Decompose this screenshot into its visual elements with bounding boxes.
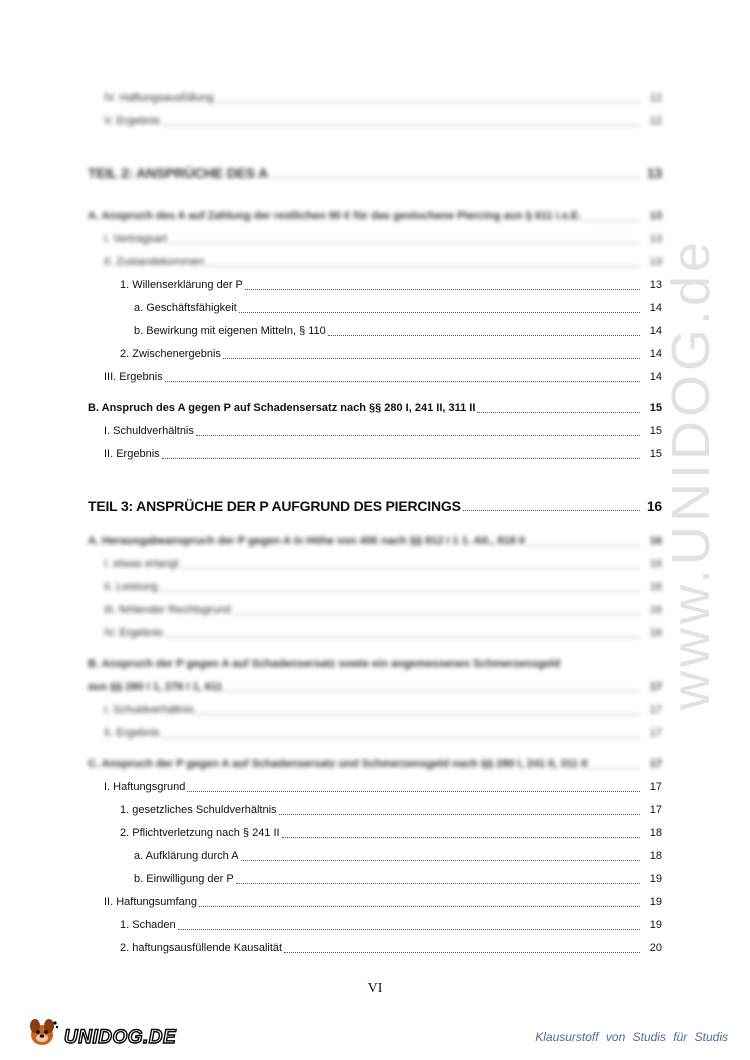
toc-entry-page: 13 [649,232,662,245]
toc-entry-label: II. Leistung [104,580,158,593]
toc-entry-page: 17 [649,803,662,816]
toc-entry[interactable] [88,913,662,936]
toc-leader-dots [282,825,640,838]
toc-entry[interactable] [88,365,662,388]
toc-leader-dots [589,756,640,769]
toc-entry-page: 15 [649,401,662,414]
toc-leader-dots [216,90,640,103]
toc-entry-page: 17 [649,726,662,739]
toc-entry-page: 17 [649,680,662,693]
toc-spacer [88,644,662,652]
toc-entry-page: 16 [649,603,662,616]
toc-leader-dots [225,679,640,692]
toc-entry[interactable] [88,621,662,644]
toc-entry-label: 1. gesetzliches Schuldverhältnis [120,803,277,816]
toc-entry-label: C. Anspruch der P gegen A auf Schadensersatz und Schmerzensgeld nach §§ 280 I, 241 II, 311 II [88,757,588,770]
toc-entry-label: b. Bewirkung mit eigenen Mitteln, § 110 [134,324,326,337]
toc-leader-dots [165,369,640,382]
toc-leader-dots [160,579,640,592]
toc-entry[interactable] [88,798,662,821]
toc-entry-page: 12 [649,91,662,104]
toc-entry-page: 13 [649,255,662,268]
toc-entry-page: 16 [649,534,662,547]
toc-leader-dots [165,625,640,638]
toc-entry-page: 12 [649,114,662,127]
toc-leader-dots [583,208,640,221]
toc-entry-label: II. Ergebnis [104,447,160,460]
toc-entry-page: 20 [649,941,662,954]
toc-leader-dots [239,300,640,313]
toc-entry-page: 16 [646,498,662,514]
toc-entry-page: 19 [649,895,662,908]
toc-entry-label: IV. Ergebnis [104,626,163,639]
toc-entry-label: a. Geschäftsfähigkeit [134,301,237,314]
toc-entry-page: 14 [649,347,662,360]
toc-entry[interactable] [88,844,662,867]
unidog-logo [26,1012,176,1052]
toc-entry-page: 17 [649,703,662,716]
toc-entry-page: 19 [649,872,662,885]
toc-entry-page: 14 [649,301,662,314]
toc-entry-page: 14 [649,370,662,383]
toc-entry-label: I. Schuldverhältnis [104,424,194,437]
toc-entry-page: 19 [649,918,662,931]
toc-entry[interactable] [88,109,662,132]
toc-entry-label: 1. Willenserklärung der P [120,278,243,291]
toc-entry-page: 17 [649,757,662,770]
toc-entry[interactable] [88,250,662,273]
toc-entry[interactable] [88,491,662,521]
page-number: VI [367,981,383,996]
toc-leader-dots [477,400,640,413]
toc-entry[interactable] [88,936,662,959]
toc-entry-page: 16 [649,626,662,639]
toc-leader-dots [463,498,640,511]
toc-leader-dots [245,277,640,290]
toc-leader-dots [169,231,640,244]
toc-entry-label: I. Haftungsgrund [104,780,186,793]
toc-leader-dots [284,940,640,953]
toc-entry[interactable] [88,821,662,844]
toc-leader-dots [241,848,640,861]
toc-entry-page: 18 [649,849,662,862]
toc-leader-dots [178,917,640,930]
toc-leader-dots [196,423,640,436]
toc-entry-label: 1. Schaden [120,918,176,931]
toc-entry-page: 15 [649,424,662,437]
toc-entry[interactable] [88,675,662,698]
toc-entry-page: 18 [649,826,662,839]
toc-entry[interactable] [88,867,662,890]
toc-entry-label: b. Einwilligung der P [134,872,234,885]
toc-entry-page: 13 [646,165,662,181]
toc-spacer [88,188,662,204]
toc-entry-label: 2. Zwischenergebnis [120,347,221,360]
toc-entry-label: 2. Pflichtverletzung nach § 241 II [120,826,280,839]
toc-spacer [88,132,662,158]
toc-spacer [88,521,662,529]
toc-entry-label: B. Anspruch des A gegen P auf Schadensersatz nach §§ 280 I, 241 II, 311 II [88,401,476,414]
toc-entry-label: A. Herausgabeanspruch der P gegen A in Höhe von 40€ nach §§ 812 I 1 1. Alt., 818 II [88,534,525,547]
toc-entry-label: III. fehlender Rechtsgrund [104,603,231,616]
toc-entry-label: V. Ergebnis [104,114,160,127]
toc-entry[interactable] [88,598,662,621]
toc-leader-dots [223,346,640,359]
toc-entry[interactable] [88,698,662,721]
toc-entry-label: I. etwas erlangt [104,557,179,570]
toc-entry[interactable] [88,752,662,775]
toc-leader-dots [162,113,640,126]
logo-text: UNIDOG.DE [64,1027,177,1048]
watermark: www.UNIDOG.de [661,237,721,710]
toc-entry[interactable] [88,396,662,419]
toc-spacer [88,465,662,491]
toc-entry[interactable] [88,552,662,575]
toc-entry-page: 16 [649,580,662,593]
toc-entry-page: 13 [649,278,662,291]
toc-entry-label: I. Vertragsart [104,232,167,245]
toc-leader-dots [206,254,640,267]
toc-entry-label: II. Ergebnis [104,726,160,739]
toc-entry-label: I. Schuldverhältnis [104,703,194,716]
toc-entry[interactable] [88,575,662,598]
toc-leader-dots [270,165,640,178]
toc-entry-page: 17 [649,780,662,793]
toc-entry-page: 14 [649,324,662,337]
toc-leader-dots [162,725,640,738]
table-of-contents [88,86,662,959]
toc-entry[interactable] [88,86,662,109]
toc-entry-label: III. Ergebnis [104,370,163,383]
toc-spacer [88,388,662,396]
toc-entry-page: 16 [649,557,662,570]
toc-leader-dots [328,323,640,336]
toc-entry[interactable] [88,721,662,744]
toc-entry-label: aus §§ 280 I 1, 276 I 1, 611 [88,680,223,693]
toc-entry[interactable] [88,342,662,365]
toc-leader-dots [199,894,640,907]
toc-entry[interactable] [88,204,662,227]
toc-entry-label: TEIL 2: ANSPRÜCHE DES A [88,165,269,181]
toc-entry-page: 13 [649,209,662,222]
toc-leader-dots [187,779,640,792]
toc-leader-dots [236,871,640,884]
toc-entry-page: 15 [649,447,662,460]
toc-leader-dots [162,446,640,459]
toc-entry[interactable] [88,158,662,188]
toc-entry[interactable] [88,890,662,913]
toc-leader-dots [527,533,640,546]
toc-entry-label: II. Zustandekommen [104,255,205,268]
toc-leader-dots [279,802,640,815]
toc-entry-label: a. Aufklärung durch A [134,849,239,862]
toc-entry-label: II. Haftungsumfang [104,895,197,908]
toc-entry[interactable] [88,227,662,250]
toc-entry[interactable] [88,419,662,442]
toc-entry-label: TEIL 3: ANSPRÜCHE DER P AUFGRUND DES PIERCINGS [88,498,461,514]
toc-leader-dots [233,602,640,615]
toc-entry-label: 2. haftungsausfüllende Kausalität [120,941,283,954]
toc-entry-label: IV. Haftungsausfüllung [104,91,214,104]
toc-entry[interactable] [88,296,662,319]
footer-slogan: Klausurstoff von Studis für Studis [535,1030,728,1044]
toc-leader-dots [181,556,640,569]
toc-spacer [88,744,662,752]
toc-entry-label: B. Anspruch der P gegen A auf Schadensersatz sowie ein angemessenes Schmerzensgeld [88,657,561,670]
toc-leader-dots [196,702,640,715]
toc-entry-label: A. Anspruch des A auf Zahlung der restlichen 90 € für das gestochene Piercing aus § 611 i.s.E. [88,209,582,222]
toc-entry[interactable] [88,442,662,465]
toc-entry[interactable] [88,652,662,675]
toc-entry[interactable] [88,529,662,552]
toc-entry[interactable] [88,319,662,342]
toc-entry[interactable] [88,273,662,296]
toc-entry[interactable] [88,775,662,798]
dog-icon [26,1015,60,1049]
